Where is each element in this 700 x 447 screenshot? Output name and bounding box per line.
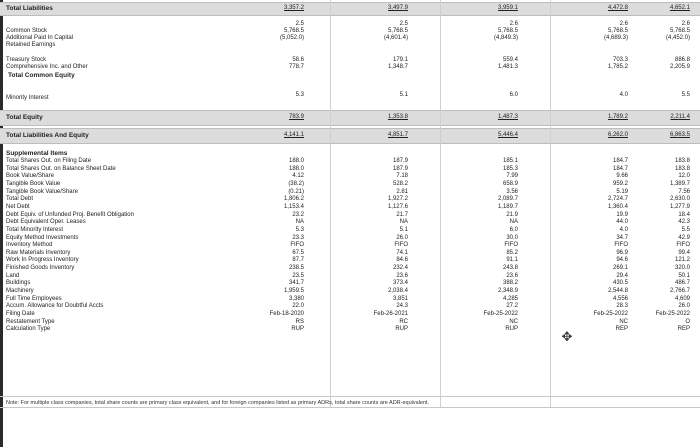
cell-supplemental: NC — [509, 318, 518, 325]
label-supplemental-item: Work In Progress Inventory — [6, 257, 79, 264]
cell-supplemental: 1,277.9 — [669, 203, 690, 210]
cell-supplemental: 42.9 — [678, 234, 690, 241]
cell-supplemental: Feb-25-2022 — [593, 311, 628, 317]
label-supplemental-item: Debt Equiv. of Unfunded Proj. Benefit Obligation — [6, 211, 134, 218]
cell-supplemental: 187.9 — [392, 158, 408, 164]
cell-supplemental: 50.1 — [678, 272, 690, 279]
label-supplemental-item: Total Shares Out. on Balance Sheet Date — [6, 165, 116, 172]
cell-supplemental: Feb-25-2022 — [655, 311, 690, 317]
cell-supplemental: 1,127.6 — [387, 203, 408, 210]
cell-supplemental: 87.7 — [292, 257, 304, 264]
cell-supplemental: 2,348.9 — [497, 288, 518, 295]
cell-supplemental: 430.5 — [612, 280, 628, 287]
label-supplemental-item: Debt Equivalent Oper. Leases — [6, 219, 86, 226]
cell-common-stock: 2.5 — [399, 21, 408, 27]
cell-supplemental: 959.2 — [612, 180, 628, 187]
cell-oci: 179.1 — [392, 57, 408, 63]
cell-supplemental: RS — [295, 318, 304, 325]
label-retained: Retained Earnings — [6, 42, 56, 48]
cell-supplemental: 2,630.0 — [669, 196, 690, 203]
cell-total-equity: 1,789.2 — [607, 114, 628, 120]
label-total-liabilities: Total Liabilities — [6, 5, 53, 12]
move-crosshair-icon: ✥ — [561, 329, 573, 344]
cell-supplemental: 23.5 — [292, 272, 304, 279]
cell-total-liabilities: 3,357.2 — [283, 5, 304, 11]
cell-apic: 5,768.5 — [497, 28, 518, 34]
cell-supplemental: RUP — [291, 326, 304, 333]
cell-supplemental: 121.2 — [674, 257, 690, 264]
cell-supplemental: 238.5 — [288, 265, 304, 272]
cell-supplemental: 96.9 — [616, 249, 628, 256]
cell-total-liabilities: 3,959.1 — [497, 5, 518, 11]
label-supplemental-item: Buildings — [6, 280, 31, 287]
cell-supplemental: 7.18 — [396, 173, 408, 180]
label-supplemental-item: Calculation Type — [6, 326, 51, 333]
cell-total-liabilities: 4,472.8 — [607, 5, 628, 11]
label-minority: Minority Interest — [6, 95, 49, 101]
cell-supplemental: 2,724.7 — [607, 196, 628, 203]
row-header-strip — [0, 0, 3, 447]
cell-minority: 5.1 — [399, 92, 408, 98]
cell-supplemental: 3,380 — [288, 295, 304, 302]
cell-oci: 559.4 — [502, 57, 518, 63]
cell-supplemental: FIFO — [504, 242, 518, 249]
cell-supplemental: REP — [615, 326, 628, 333]
cell-total-equity: 2,211.4 — [670, 114, 690, 120]
cell-supplemental: 1,189.7 — [497, 203, 518, 210]
cell-tce: 1,481.3 — [497, 64, 518, 70]
cell-oci: 703.3 — [612, 57, 628, 63]
cell-supplemental: RUP — [505, 326, 518, 333]
cell-common-stock: 2.6 — [509, 21, 518, 27]
label-supplemental-item: Tangible Book Value — [6, 180, 61, 187]
cell-supplemental: 23.2 — [292, 211, 304, 218]
label-common-stock: Common Stock — [6, 28, 48, 34]
cell-supplemental: 29.4 — [616, 272, 628, 279]
cell-supplemental: 1,959.5 — [283, 288, 304, 295]
label-supplemental-item: Filing Date — [6, 311, 35, 317]
cell-supplemental: 44.0 — [616, 219, 628, 226]
cell-supplemental: NA — [399, 219, 408, 226]
cell-supplemental: 5.5 — [681, 226, 690, 233]
cell-supplemental: 4,609 — [674, 295, 690, 302]
cell-tle: 5,446.4 — [497, 132, 518, 138]
cell-retained: (4,849.3) — [493, 35, 518, 41]
label-treasury: Treasury Stock — [6, 57, 47, 63]
cell-supplemental: 22.0 — [292, 303, 304, 310]
cell-supplemental: 486.7 — [674, 280, 690, 287]
cell-supplemental: 27.2 — [506, 303, 518, 310]
cell-tle: 4,141.1 — [283, 132, 304, 138]
cell-supplemental: 2,089.7 — [497, 196, 518, 203]
cell-supplemental: Feb-26-2021 — [373, 311, 408, 317]
footnote: Note: For multiple class companies, total share counts are primary class equivalent, and for foreign companies listed as primary ADRs, total share counts are ADR-equivalent. — [6, 400, 430, 406]
label-supplemental-item: Finished Goods Inventory — [6, 265, 75, 272]
cell-supplemental: 1,806.2 — [283, 196, 304, 203]
cell-supplemental: 94.6 — [616, 257, 628, 264]
label-supplemental-item: Inventory Method — [6, 242, 53, 249]
label-supplemental-item: Machinery — [6, 288, 34, 295]
label-tle: Total Liabilities And Equity — [6, 132, 89, 139]
label-total-equity: Total Equity — [6, 114, 43, 121]
cell-supplemental: 373.4 — [392, 280, 408, 287]
cell-supplemental: 21.7 — [396, 211, 408, 218]
cell-oci: 886.8 — [674, 57, 690, 63]
label-supplemental-item: Full Time Employees — [6, 295, 62, 302]
cell-supplemental: 2.81 — [396, 188, 408, 195]
label-supplemental: Supplemental Items — [6, 150, 68, 157]
cell-supplemental: 67.5 — [292, 249, 304, 256]
cell-supplemental: 5.3 — [295, 226, 304, 233]
cell-supplemental: FIFO — [290, 242, 304, 249]
label-supplemental-item: Equity Method Investments — [6, 234, 79, 241]
cell-minority: 4.0 — [619, 92, 628, 98]
cell-supplemental: FIFO — [614, 242, 628, 249]
cell-supplemental: 99.4 — [678, 249, 690, 256]
cell-retained: (4,452.0) — [665, 35, 690, 41]
cell-supplemental: 28.3 — [616, 303, 628, 310]
band-total-equity — [0, 110, 700, 126]
label-supplemental-item: Total Debt — [6, 196, 34, 203]
cell-supplemental: 5.1 — [399, 226, 408, 233]
cell-minority: 5.3 — [295, 92, 304, 98]
cell-tce: 778.7 — [288, 64, 304, 70]
label-supplemental-item: Land — [6, 272, 20, 279]
grid-line — [0, 396, 700, 397]
cell-common-stock: 2.6 — [681, 21, 690, 27]
cell-minority: 6.0 — [509, 92, 518, 98]
cell-supplemental: 4.12 — [292, 173, 304, 180]
label-supplemental-item: Tangible Book Value/Share — [6, 188, 78, 195]
cell-tle: 6,863.5 — [669, 132, 690, 138]
cell-supplemental: 74.1 — [396, 249, 408, 256]
cell-supplemental: 23.6 — [396, 272, 408, 279]
cell-supplemental: 24.3 — [396, 303, 408, 310]
cell-supplemental: REP — [677, 326, 690, 333]
cell-supplemental: 26.0 — [396, 234, 408, 241]
band-total-liabilities — [0, 2, 700, 16]
cell-total-equity: 1,487.3 — [497, 114, 518, 120]
cell-supplemental: RC — [399, 318, 408, 325]
cell-supplemental: 1,389.7 — [669, 180, 690, 187]
cell-supplemental: 320.0 — [674, 265, 690, 272]
cell-tce: 1,348.7 — [387, 64, 408, 70]
cell-supplemental: 3.56 — [506, 188, 518, 195]
label-supplemental-item: Net Debt — [6, 203, 30, 210]
label-supplemental-item: Accum. Allowance for Doubtful Accts — [6, 303, 104, 310]
cell-supplemental: NA — [509, 219, 518, 226]
col-sep — [440, 0, 441, 407]
cell-supplemental: FIFO — [676, 242, 690, 249]
cell-supplemental: 184.7 — [612, 158, 628, 164]
cell-supplemental: 243.8 — [502, 265, 518, 272]
cell-supplemental: 18.4 — [678, 211, 690, 218]
cell-supplemental: 269.1 — [612, 265, 628, 272]
cell-common-stock: 2.5 — [295, 21, 304, 27]
cell-supplemental: 232.4 — [392, 265, 408, 272]
cell-supplemental: 188.0 — [288, 165, 304, 172]
cell-supplemental: 4,285 — [502, 295, 518, 302]
label-supplemental-item: Raw Materials Inventory — [6, 249, 71, 256]
cell-supplemental: (38.2) — [288, 180, 304, 187]
cell-supplemental: 1,153.4 — [283, 203, 304, 210]
cell-supplemental: 4.0 — [619, 226, 628, 233]
cell-tce: 1,785.2 — [607, 64, 628, 70]
cell-supplemental: 187.9 — [392, 165, 408, 172]
label-oci: Comprehensive Inc. and Other — [6, 64, 88, 70]
cell-supplemental: 26.0 — [678, 303, 690, 310]
cell-supplemental: 2,766.7 — [669, 288, 690, 295]
label-supplemental-item: Total Shares Out. on Filing Date — [6, 158, 92, 164]
label-supplemental-item: Book Value/Share — [6, 173, 54, 180]
cell-apic: 5,768.5 — [283, 28, 304, 34]
cell-supplemental: 21.9 — [506, 211, 518, 218]
cell-supplemental: 1,927.2 — [387, 196, 408, 203]
cell-supplemental: 528.2 — [392, 180, 408, 187]
cell-supplemental: 23.6 — [506, 272, 518, 279]
cell-supplemental: 185.1 — [502, 158, 518, 164]
label-supplemental-item: Restatement Type — [6, 318, 55, 325]
cell-retained: (5,052.0) — [279, 35, 304, 41]
cell-apic: 5,768.5 — [669, 28, 690, 34]
cell-supplemental: 12.0 — [678, 173, 690, 180]
cell-supplemental: 9.66 — [616, 173, 628, 180]
grid-line — [0, 407, 700, 408]
cell-total-liabilities: 4,652.1 — [669, 5, 690, 11]
cell-supplemental: 7.56 — [678, 188, 690, 195]
cell-supplemental: 4,556 — [612, 295, 628, 302]
cell-supplemental: 183.8 — [674, 165, 690, 172]
cell-supplemental: 30.0 — [506, 234, 518, 241]
cell-supplemental: (0.21) — [288, 188, 304, 195]
cell-supplemental: O — [685, 318, 690, 325]
label-tce: Total Common Equity — [8, 72, 75, 79]
cell-supplemental: 341.7 — [288, 280, 304, 287]
cell-supplemental: 388.2 — [502, 280, 518, 287]
cell-supplemental: 5.19 — [616, 188, 628, 195]
cell-apic: 5,768.5 — [607, 28, 628, 34]
label-supplemental-item: Total Minority Interest — [6, 226, 64, 233]
cell-supplemental: 183.8 — [674, 158, 690, 164]
cell-total-equity: 783.9 — [288, 114, 304, 120]
cell-supplemental: NA — [295, 219, 304, 226]
cell-supplemental: Feb-18-2020 — [269, 311, 304, 317]
cell-supplemental: 84.6 — [396, 257, 408, 264]
cell-supplemental: FIFO — [394, 242, 408, 249]
label-apic: Additional Paid In Capital — [6, 35, 74, 41]
band-tle — [0, 128, 700, 144]
cell-total-liabilities: 3,497.9 — [387, 5, 408, 11]
cell-supplemental: 42.3 — [678, 219, 690, 226]
cell-supplemental: 2,544.8 — [607, 288, 628, 295]
cell-common-stock: 2.6 — [619, 21, 628, 27]
cell-tce: 2,205.9 — [669, 64, 690, 70]
cell-supplemental: 188.0 — [288, 158, 304, 164]
cell-retained: (4,601.4) — [383, 35, 408, 41]
cell-supplemental: 23.3 — [292, 234, 304, 241]
cell-supplemental: 184.7 — [612, 165, 628, 172]
cell-supplemental: 7.99 — [506, 173, 518, 180]
cell-tle: 4,851.7 — [387, 132, 408, 138]
cell-oci: 58.6 — [292, 57, 304, 63]
cell-supplemental: Feb-25-2022 — [483, 311, 518, 317]
cell-supplemental: 658.9 — [502, 180, 518, 187]
cell-total-equity: 1,353.8 — [387, 114, 408, 120]
cell-supplemental: 3,851 — [392, 295, 408, 302]
cell-apic: 5,768.5 — [387, 28, 408, 34]
cell-supplemental: RUP — [395, 326, 408, 333]
cell-supplemental: 19.9 — [616, 211, 628, 218]
cell-supplemental: 91.1 — [506, 257, 518, 264]
cell-retained: (4,689.3) — [603, 35, 628, 41]
cell-supplemental: 34.7 — [616, 234, 628, 241]
cell-supplemental: 185.3 — [502, 165, 518, 172]
cell-supplemental: 85.2 — [506, 249, 518, 256]
cell-supplemental: 2,038.4 — [387, 288, 408, 295]
cell-tle: 6,262.0 — [607, 132, 628, 138]
cell-supplemental: 1,360.4 — [607, 203, 628, 210]
cell-minority: 5.5 — [681, 92, 690, 98]
col-sep — [330, 0, 331, 407]
col-sep — [550, 0, 551, 407]
cell-supplemental: NC — [619, 318, 628, 325]
cell-supplemental: 6.0 — [509, 226, 518, 233]
